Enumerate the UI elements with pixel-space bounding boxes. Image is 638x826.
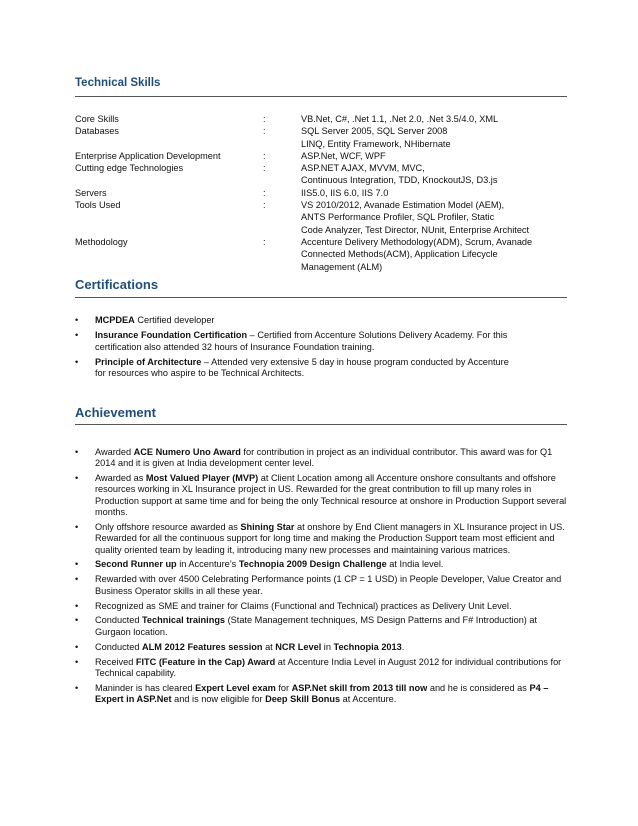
- skill-value: SQL Server 2005, SQL Server 2008: [301, 126, 448, 137]
- skill-separator: :: [263, 236, 266, 247]
- skill-values: [301, 236, 555, 273]
- skill-value: ANTS Performance Profiler, SQL Profiler, Static: [301, 212, 495, 223]
- certification-text: – Certified from Accenture Solutions Delivery Academy. For this: [247, 330, 508, 341]
- skill-row: [75, 187, 555, 199]
- skill-values: [301, 162, 555, 187]
- achievement-heading: Achievement: [75, 405, 156, 420]
- achievement-text: Rewarded with over 4500 Celebrating Performance points (1 CP = 1 USD) in People Developer, Value Creator and Business Operator skills in all these year.: [95, 574, 562, 596]
- skill-value: Continuous Integration, TDD, KnockoutJS, D3.js: [301, 175, 498, 186]
- certification-text: – Attended very extensive 5 day in house program conducted by Accenture: [201, 356, 509, 367]
- certifications-list: [75, 315, 570, 383]
- achievement-text: (State Management techniques, MS Design Patterns and F# Introduction) at Gurgaon location.: [95, 615, 538, 637]
- skill-label: Enterprise Application Development: [75, 150, 221, 161]
- achievement-text: at Accenture.: [340, 693, 397, 704]
- achievement-highlight: Expert Level exam: [195, 682, 276, 693]
- certification-name: Principle of Architecture: [95, 356, 202, 367]
- achievement-highlight: Second Runner up: [95, 559, 177, 570]
- bullet-glyph: •: [75, 682, 79, 693]
- skill-value: Code Analyzer, Test Director, NUnit, Enterprise Architect: [301, 224, 530, 235]
- achievement-highlight: Technopia 2009 Design Challenge: [238, 559, 387, 570]
- skill-separator: :: [263, 200, 266, 211]
- bullet-glyph: •: [75, 356, 79, 367]
- technical-skills-rule: [75, 96, 567, 97]
- certification-name: MCPDEA: [95, 315, 135, 325]
- achievement-item: [75, 522, 570, 556]
- certification-item: [75, 315, 570, 326]
- achievement-text: Only offshore resource awarded as: [95, 521, 241, 532]
- achievement-item: [75, 574, 570, 597]
- certifications-heading: Certifications: [75, 277, 159, 292]
- bullet-glyph: •: [75, 656, 79, 667]
- skill-label: Servers: [75, 187, 107, 198]
- achievement-item: [75, 447, 570, 470]
- achievement-text: and is now eligible for: [171, 693, 266, 704]
- certification-name: Insurance Foundation Certification: [95, 330, 248, 341]
- certification-item: [75, 330, 570, 353]
- bullet-glyph: •: [75, 641, 79, 652]
- achievement-text: at onshore by End Client managers in XL Insurance project in US. Rewarded for all the continuous support for long time and making the Production Support team most efficient and quality oriented team by leading it, introducing many new processes and maintaining various matrices.: [95, 521, 565, 555]
- bullet-glyph: •: [75, 559, 79, 570]
- achievement-text: Awarded: [95, 447, 134, 457]
- achievement-item: [75, 601, 570, 612]
- skill-value: VS 2010/2012, Avanade Estimation Model (AEM),: [301, 200, 505, 211]
- achievement-list: [75, 447, 570, 709]
- bullet-glyph: •: [75, 521, 79, 532]
- skill-row: [75, 162, 555, 187]
- skill-value: Accenture Delivery Methodology(ADM), Scrum, Avanade: [301, 236, 533, 247]
- achievement-text: and he is considered as: [427, 682, 530, 693]
- achievement-rule: [75, 424, 567, 425]
- certification-text: for resources who aspire to be Technical Architects.: [95, 368, 305, 379]
- achievement-highlight: Technical trainings: [142, 615, 226, 626]
- achievement-highlight: FITC (Feature in the Cap) Award: [135, 656, 276, 667]
- achievement-highlight: ASP.Net skill from 2013 till now: [291, 682, 428, 693]
- achievement-text: for contribution in project as an individual contributor. This award was for Q1 2014 and it is given at India development center level.: [95, 447, 553, 469]
- achievement-item: [75, 657, 570, 680]
- achievement-text: in: [321, 641, 334, 652]
- skill-separator: :: [263, 187, 266, 198]
- achievement-text: at Accenture India Level in August 2012 for individual contributions for Technical capability.: [95, 656, 562, 678]
- achievement-highlight: NCR Level: [275, 641, 322, 652]
- achievement-item: [75, 473, 570, 518]
- skill-value: Connected Methods(ACM), Application Lifecycle: [301, 249, 498, 260]
- achievement-text: at Client Location among all Accenture onshore consultants and offshore resources working in XL Insurance project in US. Rewarded for the great contribution to fill up many roles in Production support at same time and for being the only Technical resource at onshore in Production Support several months.: [95, 473, 567, 518]
- skill-row: [75, 125, 555, 150]
- achievement-text: Awarded as: [95, 473, 146, 484]
- achievement-text: at India level.: [386, 559, 444, 570]
- bullet-glyph: •: [75, 574, 79, 585]
- skill-value: IIS5.0, IIS 6.0, IIS 7.0: [301, 187, 389, 198]
- skill-label: Core Skills: [75, 114, 119, 124]
- achievement-highlight: Most Valued Player (MVP): [145, 473, 259, 484]
- skill-separator: :: [263, 126, 266, 137]
- skill-row: [75, 236, 555, 273]
- achievement-highlight: Shining Star: [240, 521, 295, 532]
- bullet-glyph: •: [75, 615, 79, 626]
- achievement-highlight: ALM 2012 Features session: [142, 641, 263, 652]
- achievement-item: [75, 615, 570, 638]
- certification-text: Certified developer: [134, 315, 215, 325]
- achievement-item: [75, 642, 570, 653]
- skill-separator: :: [263, 163, 266, 174]
- technical-skills-heading: Technical Skills: [75, 77, 161, 89]
- achievement-text: Conducted: [95, 615, 142, 626]
- skills-table: [75, 113, 555, 273]
- achievement-text: Received: [95, 656, 136, 667]
- bullet-glyph: •: [75, 315, 79, 325]
- skill-label: Cutting edge Technologies: [75, 163, 184, 174]
- certification-item: [75, 357, 570, 380]
- bullet-glyph: •: [75, 473, 79, 484]
- skill-values: [301, 187, 555, 199]
- skill-row: [75, 199, 555, 236]
- skill-value: ASP.Net, WCF, WPF: [301, 150, 386, 161]
- skill-value: VB.Net, C#, .Net 1.1, .Net 2.0, .Net 3.5/4.0, XML: [301, 114, 499, 124]
- achievement-highlight: ACE Numero Uno Award: [133, 447, 241, 457]
- skill-row: [75, 150, 555, 162]
- skill-values: [301, 150, 555, 162]
- achievement-text: .: [401, 641, 405, 652]
- skill-label: Databases: [75, 126, 119, 137]
- skill-label: Tools Used: [75, 200, 121, 211]
- skill-values: [301, 113, 555, 125]
- skill-value: LINQ, Entity Framework, NHibernate: [301, 138, 451, 149]
- achievement-highlight: Technopia 2013: [333, 641, 402, 652]
- certification-text: certification also attended 32 hours of Insurance Foundation training.: [95, 341, 375, 352]
- achievement-text: at: [262, 641, 276, 652]
- skill-values: [301, 125, 555, 150]
- bullet-glyph: •: [75, 447, 79, 457]
- achievement-item: [75, 559, 570, 570]
- skill-separator: :: [263, 150, 266, 161]
- achievement-text: Recognized as SME and trainer for Claims (Functional and Technical) practices as Delivery Unit Level.: [95, 600, 512, 611]
- achievement-highlight: P4 – Expert in ASP.Net: [95, 682, 549, 704]
- achievement-highlight: Deep Skill Bonus: [265, 693, 341, 704]
- certifications-rule: [75, 297, 567, 298]
- achievement-text: Maninder is has cleared: [95, 682, 196, 693]
- bullet-glyph: •: [75, 600, 79, 611]
- achievement-text: Conducted: [95, 641, 142, 652]
- achievement-text: in Accenture’s: [176, 559, 239, 570]
- achievement-text: for: [275, 682, 292, 693]
- skill-value: Management (ALM): [301, 261, 383, 272]
- achievement-item: [75, 683, 570, 706]
- skill-separator: :: [263, 114, 266, 124]
- skill-label: Methodology: [75, 236, 128, 247]
- bullet-glyph: •: [75, 330, 79, 341]
- skill-value: ASP.NET AJAX, MVVM, MVC,: [301, 163, 425, 174]
- skill-values: [301, 199, 555, 236]
- skill-row: [75, 113, 555, 125]
